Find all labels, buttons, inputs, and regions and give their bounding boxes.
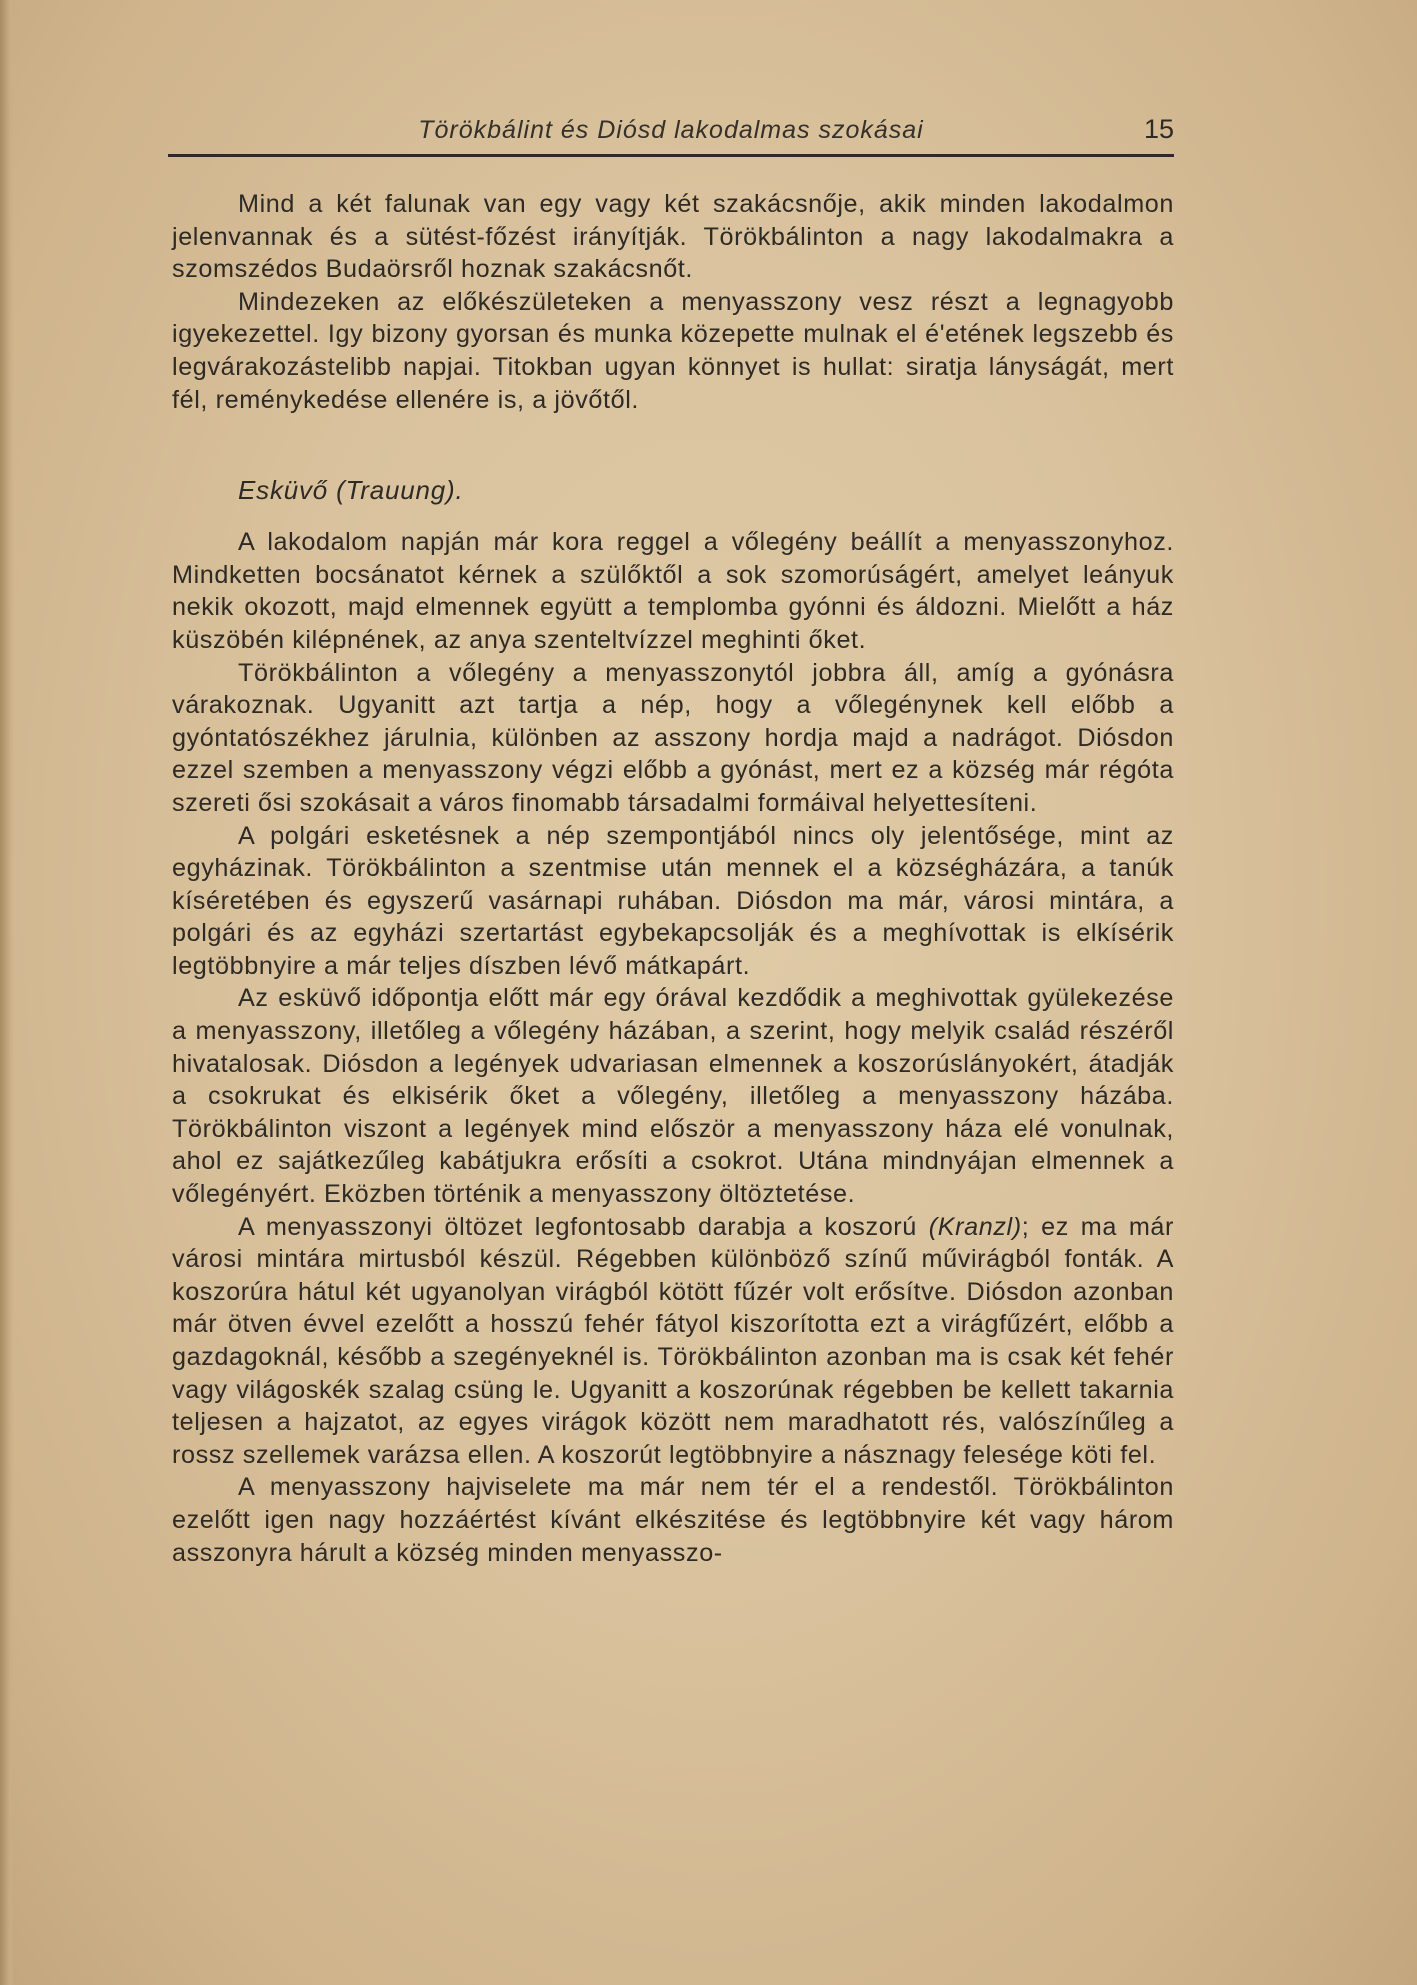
paragraph-7 xyxy=(172,1211,1174,1472)
page-binding-edge xyxy=(0,0,14,1985)
page-number: 15 xyxy=(1143,114,1174,144)
paragraph-2: Mindezeken az előkészületeken a menyasszony vesz részt a legnagyobb igyekezettel. Igy bizony gyorsan és munka közepette mulnak el é'etének legszebb és legvárakozástelibb napjai. Titokban ugyan könnyet is hullat: siratja lányságát, mert fél, reménykedése ellenére is, a jövőtől. xyxy=(172,287,1174,414)
paragraph-7-end: ; ez ma már városi mintára mirtusból készül. Régebben különböző színű művirágból fonták. A koszorúra hátul két ugyanolyan virágból kötött fűzér volt erősítve. Diósdon azonban már ötven évvel ezelőtt a hosszú fehér fátyol kiszorította ezt a virágfűzért, előbb a gazdagoknál, később a szegényeknél is. Törökbálinton azonban ma is csak két fehér vagy világoskék szalag csüng le. Ugyanitt a koszorúnak régebben be kellett takarnia teljesen a hajzatot, az egyes virágok között nem maradhatott rés, valószínűleg a rossz szellemek varázsa ellen. A koszorút legtöbbnyire a násznagy felesége köti fel. xyxy=(172,1212,1174,1469)
paragraph-7-start: A menyasszonyi öltözet legfontosabb darabja a koszorú xyxy=(238,1212,929,1241)
paragraph-3: A lakodalom napján már kora reggel a vőlegény beállít a menyasszonyhoz. Mindketten bocsánatot kérnek a szülőktől a sok szomorúságért, amelyet leányuk nekik okozott, majd elmennek együtt a templomba gyónni és áldozni. Mielőtt a ház küszöbén kilépnének, az anya szenteltvízzel meghinti őket. xyxy=(172,528,1174,654)
paragraph-7-italic-term: (Kranzl) xyxy=(928,1212,1022,1241)
paragraph-8: A menyasszony hajviselete ma már nem tér el a rendestől. Törökbálinton ezelőtt igen nagy hozzáértést kívánt elkészitése és legtöbbnyire két vagy három asszonyra hárult a község minden menyasszo- xyxy=(172,1473,1174,1567)
page-header xyxy=(168,112,1174,157)
paragraph-1: Mind a két falunak van egy vagy két szakácsnője, akik minden lakodalmon jelenvannak és a sütést-főzést irányítják. Törökbálinton a nagy lakodalmakra a szomszédos Budaörsről hoznak szakácsnőt. xyxy=(172,190,1174,284)
section-heading: Esküvő (Trauung). xyxy=(238,475,464,506)
paragraph-4: Törökbálinton a vőlegény a menyasszonytól jobbra áll, amíg a gyónásra várakoznak. Ugyanitt azt tartja a nép, hogy a vőlegénynek kell előbb a gyóntatószékhez járulnia, különben az asszony hordja majd a nadrágot. Diósdon ezzel szemben a menyasszony végzi előbb a gyónást, mert ez a község már régóta szereti ősi szokásait a város finomabb társadalmi formáival helyettesíteni. xyxy=(172,658,1174,817)
running-title: Törökbálint és Diósd lakodalmas szokásai xyxy=(418,116,924,144)
body-text xyxy=(172,188,1174,1569)
paragraph-6: Az esküvő időpontja előtt már egy órával kezdődik a meghivottak gyülekezése a menyasszony, illetőleg a vőlegény házában, a szerint, hogy melyik család részéről hivatalosak. Diósdon a legények udvariasan elmennek a koszorúslányokért, átadják a csokrukat és elkisérik őket a vőlegény, illetőleg a menyasszony házába. Törökbálinton viszont a legények mind először a menyasszony háza elé vonulnak, ahol ez sajátkezűleg kabátjukra erősíti a csokrot. Utána mindnyájan elmennek a vőlegényért. Eközben történik a menyasszony öltöztetése. xyxy=(172,984,1174,1209)
paragraph-5: A polgári esketésnek a nép szempontjából nincs oly jelentősége, mint az egyházinak. Törökbálinton a szentmise után mennek el a községházára, a tanúk kíséretében és egyszerű vasárnapi ruhában. Diósdon ma már, városi mintára, a polgári és az egyházi szertartást egybekapcsolják és a meghívottak is elkísérik legtöbbnyire a már teljes díszben lévő mátkapárt. xyxy=(172,821,1174,980)
